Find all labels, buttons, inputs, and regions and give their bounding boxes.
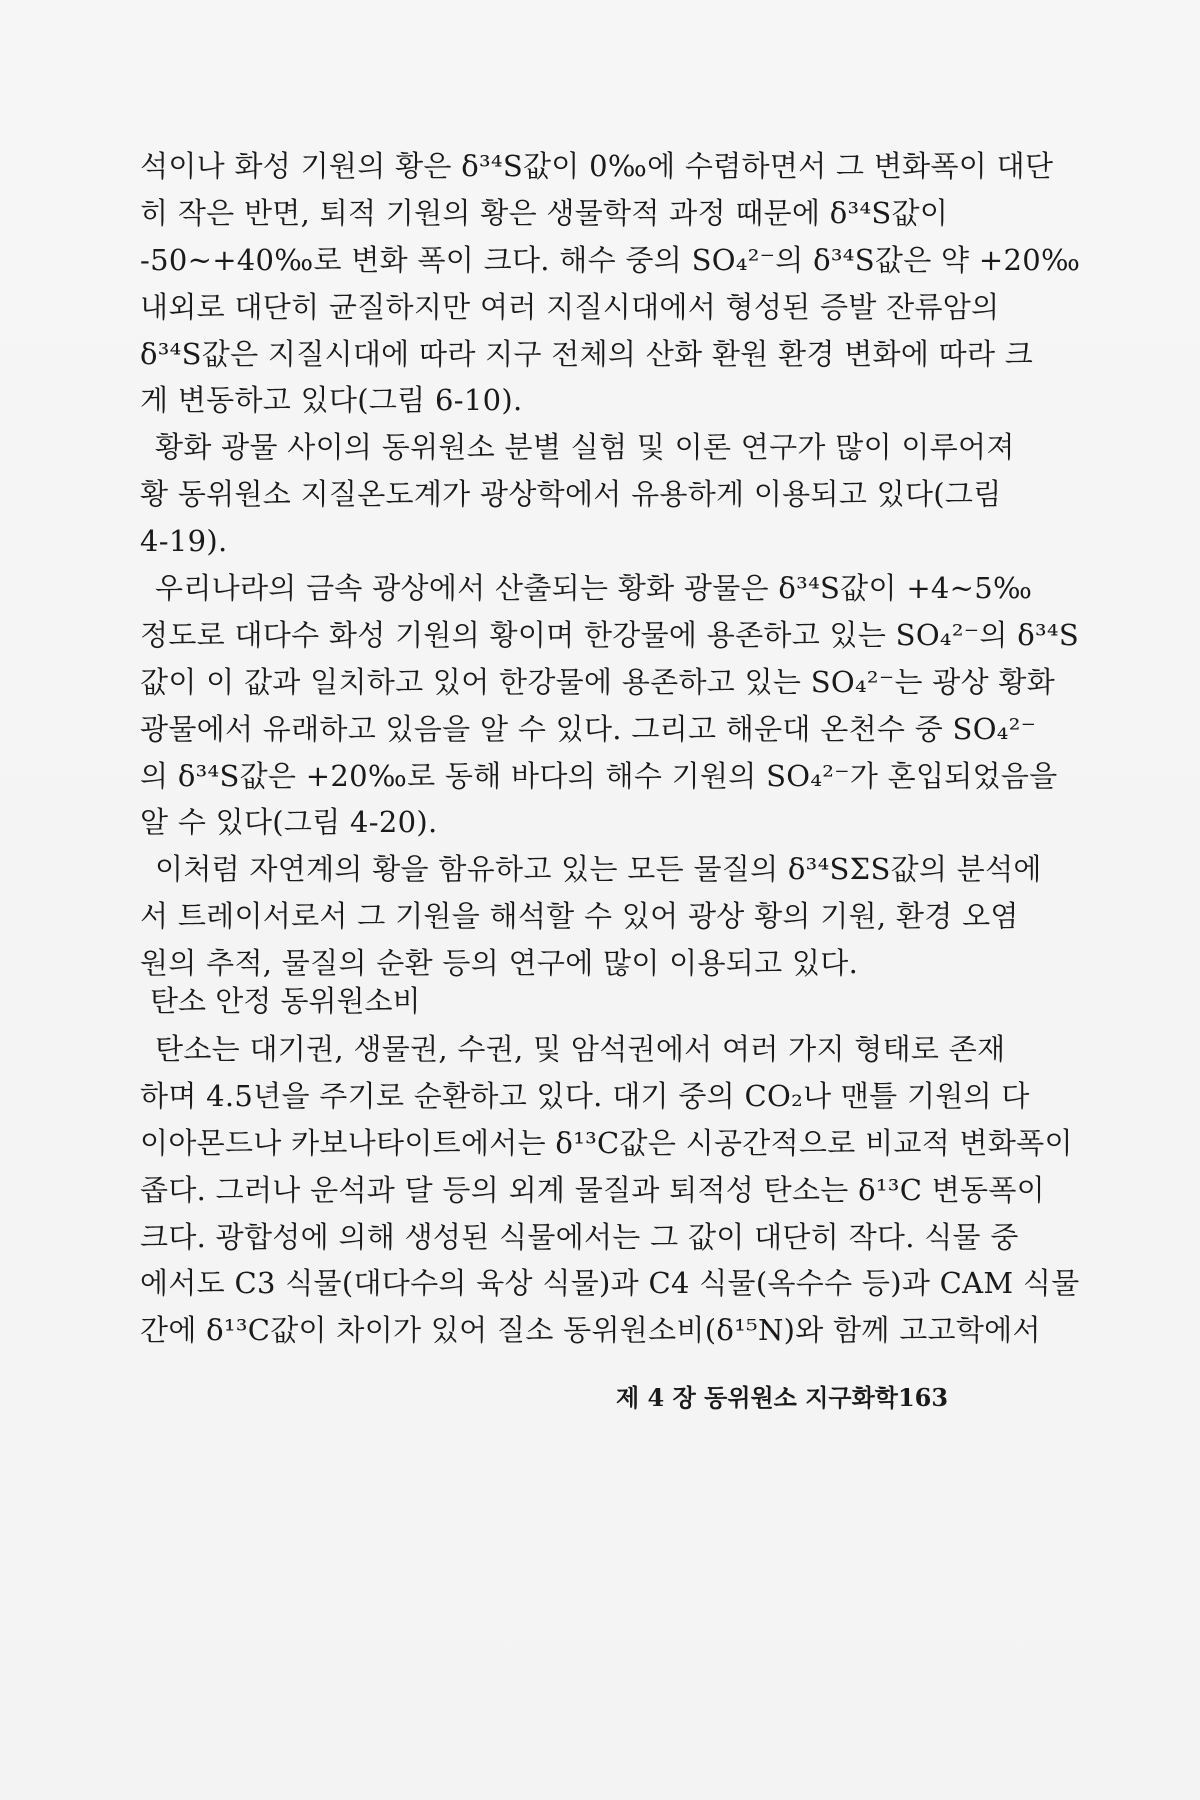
body-text-section-1: [140, 143, 1081, 987]
text-line: 이아몬드나 카보나타이트에서는 δ¹³C값은 시공간적으로 비교적 변화폭이: [140, 1125, 1073, 1160]
text-line: 4-19).: [140, 524, 228, 559]
text-line: 이처럼 자연계의 황을 함유하고 있는 모든 물질의 δ³⁴SΣS값의 분석에: [155, 852, 1042, 887]
text-line: δ³⁴S값은 지질시대에 따라 지구 전체의 산화 환원 환경 변화에 따라 크: [140, 336, 1034, 371]
text-line: 크다. 광합성에 의해 생성된 식물에서는 그 값이 대단히 작다. 식물 중: [140, 1219, 1019, 1254]
text-line: 원의 추적, 물질의 순환 등의 연구에 많이 이용되고 있다.: [140, 946, 859, 981]
text-line: 탄소는 대기권, 생물권, 수권, 및 암석권에서 여러 가지 형태로 존재: [155, 1032, 1006, 1066]
text-line: 알 수 있다(그림 4-20).: [140, 805, 438, 840]
text-line: -50~+40‰로 변화 폭이 크다. 해수 중의 SO₄²⁻의 δ³⁴S값은 약 +20‰: [140, 242, 1081, 277]
text-line: 석이나 화성 기원의 황은 δ³⁴S값이 0‰에 수렴하면서 그 변화폭이 대단: [140, 149, 1054, 183]
text-line: 정도로 대다수 화성 기원의 황이며 한강물에 용존하고 있는 SO₄²⁻의 δ³⁴S: [140, 617, 1079, 652]
page-footer: [616, 1383, 949, 1413]
text-line: 우리나라의 금속 광상에서 산출되는 황화 광물은 δ³⁴S값이 +4~5‰: [155, 571, 1033, 606]
text-line: 의 δ³⁴S값은 +20‰로 동해 바다의 해수 기원의 SO₄²⁻가 혼입되었음을: [140, 758, 1058, 793]
page-number: 163: [897, 1383, 949, 1412]
text-line: 황화 광물 사이의 동위원소 분별 실험 및 이론 연구가 많이 이루어져: [155, 430, 1015, 465]
text-line: 광물에서 유래하고 있음을 알 수 있다. 그리고 해운대 온천수 중 SO₄²⁻: [140, 711, 1037, 746]
text-line: 서 트레이서로서 그 기원을 해석할 수 있어 광상 황의 기원, 환경 오염: [140, 899, 1019, 934]
body-text-section-2: [140, 1026, 1080, 1354]
text-line: 값이 이 값과 일치하고 있어 한강물에 용존하고 있는 SO₄²⁻는 광상 황화: [140, 664, 1056, 699]
section-heading: 탄소 안정 동위원소비: [150, 984, 421, 1018]
text-line: 에서도 C3 식물(대다수의 육상 식물)과 C4 식물(옥수수 등)과 CAM 식물: [140, 1266, 1080, 1301]
text-line: 하며 4.5년을 주기로 순환하고 있다. 대기 중의 CO₂나 맨틀 기원의 다: [140, 1078, 1030, 1113]
text-line: 히 작은 반면, 퇴적 기원의 황은 생물학적 과정 때문에 δ³⁴S값이: [140, 195, 949, 230]
text-line: 좁다. 그러나 운석과 달 등의 외계 물질과 퇴적성 탄소는 δ¹³C 변동폭이: [140, 1172, 1045, 1207]
text-line: 게 변동하고 있다(그림 6-10).: [140, 383, 523, 418]
chapter-title: 제 4 장 동위원소 지구화학: [616, 1383, 898, 1412]
text-line: 간에 δ¹³C값이 차이가 있어 질소 동위원소비(δ¹⁵N)와 함께 고고학에서: [140, 1313, 1041, 1348]
text-line: 내외로 대단히 균질하지만 여러 지질시대에서 형성된 증발 잔류암의: [140, 289, 1000, 324]
text-line: 황 동위원소 지질온도계가 광상학에서 유용하게 이용되고 있다(그림: [140, 477, 1002, 512]
